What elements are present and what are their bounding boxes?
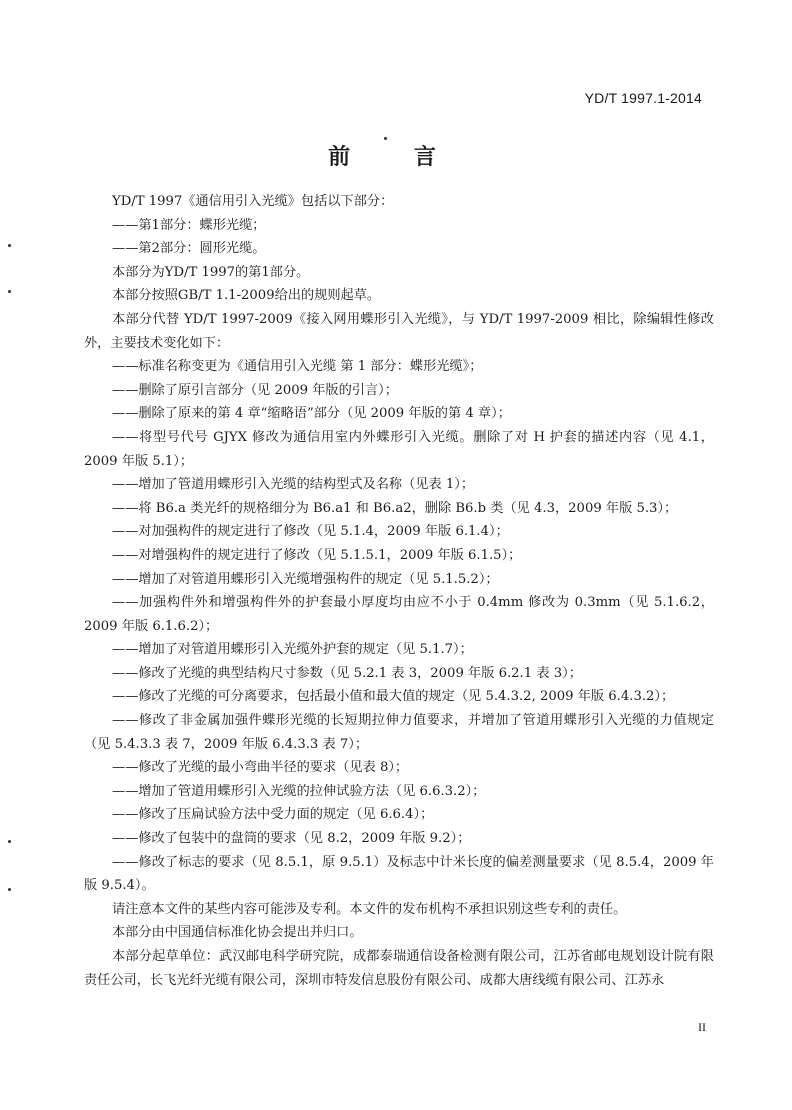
scan-dot-mark <box>8 840 11 843</box>
paragraph: ——第2部分：圆形光缆。 <box>112 241 266 257</box>
paragraph: ——修改了光缆的可分离要求，包括最小值和最大值的规定（见 5.4.3.2, 2009 年版 6.4.3.2）； <box>112 689 675 705</box>
paragraph: ——修改了压扁试验方法中受力面的规定（见 6.6.4）； <box>112 807 434 823</box>
paragraph: 本部分按照GB/T 1.1-2009给出的规则起草。 <box>112 288 381 304</box>
paragraph: 请注意本文件的某些内容可能涉及专利。本文件的发布机构不承担识别这些专利的责任。 <box>112 901 627 917</box>
paragraph: ——增加了管道用蝶形引入光缆的结构型式及名称（见表 1）； <box>112 477 475 493</box>
paragraph: ——增加了对管道用蝶形引入光缆外护套的规定（见 5.1.7）； <box>112 642 473 658</box>
paragraph: 本部分为YD/T 1997的第1部分。 <box>112 264 310 280</box>
standard-code: YD/T 1997.1-2014 <box>584 90 702 106</box>
paragraph: ——删除了原来的第 4 章“缩略语”部分（见 2009 年版的第 4 章）； <box>112 406 511 422</box>
paragraph: 本部分由中国通信标准化协会提出并归口。 <box>112 925 363 941</box>
paragraph: ——修改了包装中的盘筒的要求（见 8.2，2009 年版 9.2）； <box>112 831 471 847</box>
foreword-body <box>84 190 714 992</box>
scan-dot-mark <box>384 137 387 140</box>
paragraph: ——增加了管道用蝶形引入光缆的拉伸试验方法（见 6.6.3.2）； <box>112 783 486 799</box>
paragraph: 本部分起草单位：武汉邮电科学研究院，成都泰瑞通信设备检测有限公司，江苏省邮电规划设计院有限责任公司，长飞光纤光缆有限公司，深圳市特发信息股份有限公司、成都大唐线缆有限公司、江苏永 <box>84 949 714 988</box>
paragraph: ——修改了标志的要求（见 8.5.1，原 9.5.1）及标志中计米长度的偏差测量要求（见 8.5.4，2009 年版 9.5.4）。 <box>84 854 714 894</box>
paragraph: YD/T 1997《通信用引入光缆》包括以下部分： <box>112 194 394 209</box>
paragraph: ——删除了原引言部分（见 2009 年版的引言）； <box>112 382 398 398</box>
paragraph: ——对加强构件的规定进行了修改（见 5.1.4，2009 年版 6.1.4）； <box>112 524 509 540</box>
paragraph: ——将型号代号 GJYX 修改为通信用室内外蝶形引入光缆。删除了对 H 护套的描述内容（见 4.1，2009 年版 5.1）； <box>84 429 714 469</box>
paragraph: ——第1部分：蝶形光缆； <box>112 217 266 233</box>
paragraph: ——加强构件外和增强构件外的护套最小厚度均由应不小于 0.4mm 修改为 0.3mm（见 5.1.6.2，2009 年版 6.1.6.2）； <box>84 595 714 634</box>
scan-dot-mark <box>8 290 11 293</box>
paragraph: ——修改了非金属加强件蝶形光缆的长短期拉伸力值要求，并增加了管道用蝶形引入光缆的力值规定（见 5.4.3.3 表 7，2009 年版 6.4.3.3 表 7）； <box>84 713 714 752</box>
scan-dot-mark <box>8 244 11 247</box>
page-title: 前 言 <box>328 145 464 170</box>
scan-dot-mark <box>8 888 11 891</box>
paragraph: 本部分代替 YD/T 1997-2009《接入网用蝶形引入光缆》，与 YD/T 1997-2009 相比，除编辑性修改外，主要技术变化如下： <box>84 311 714 351</box>
page-number: II <box>698 1020 706 1034</box>
paragraph: ——将 B6.a 类光纤的规格细分为 B6.a1 和 B6.a2，删除 B6.b 类（见 4.3，2009 年版 5.3）； <box>112 500 678 516</box>
paragraph: ——修改了光缆的最小弯曲半径的要求（见表 8）； <box>112 760 409 776</box>
paragraph: ——修改了光缆的典型结构尺寸参数（见 5.2.1 表 3，2009 年版 6.2.1 表 3）； <box>112 665 582 681</box>
paragraph: ——标准名称变更为《通信用引入光缆 第 1 部分：蝶形光缆》； <box>112 359 483 375</box>
paragraph: ——增加了对管道用蝶形引入光缆增强构件的规定（见 5.1.5.2）； <box>112 571 499 587</box>
paragraph: ——对增强构件的规定进行了修改（见 5.1.5.1，2009 年版 6.1.5）； <box>112 547 522 563</box>
